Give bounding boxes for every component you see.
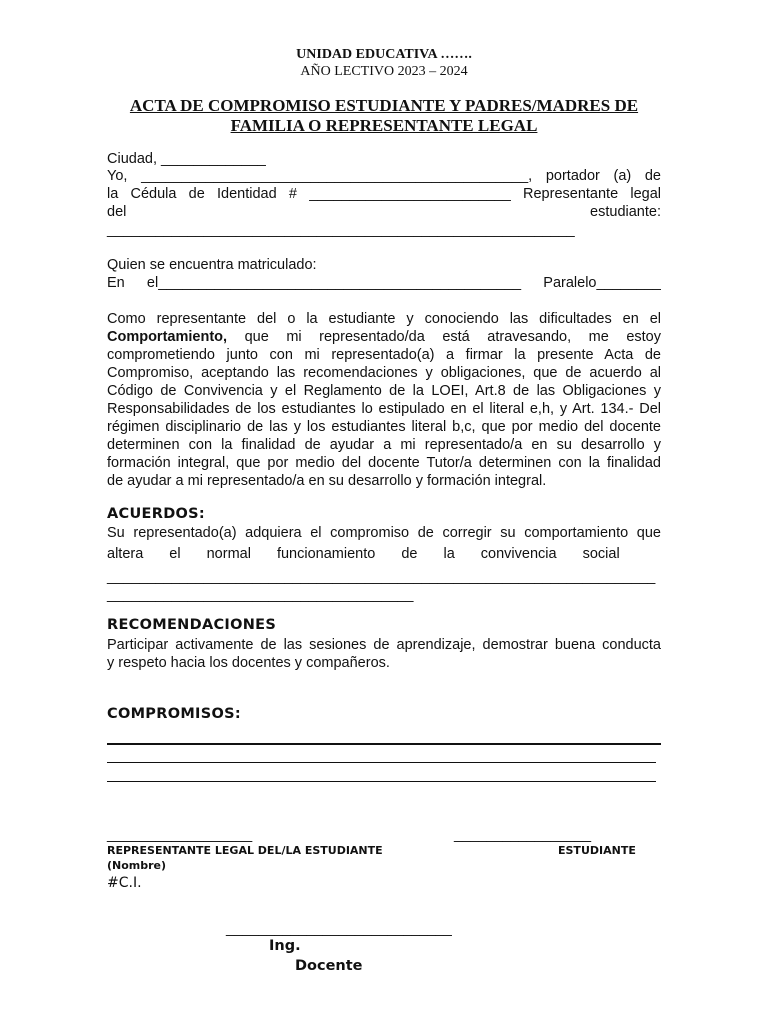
yo-field: Yo, ________________________________________________, portador (a) de bbox=[107, 168, 661, 184]
acuerdos-heading: ACUERDOS: bbox=[107, 506, 206, 522]
commitment-paragraph bbox=[107, 310, 661, 490]
recomendaciones-line: Participar activamente de las sesiones de aprendizaje, demostrar buena conducta bbox=[107, 637, 661, 653]
recomendaciones-heading: RECOMENDACIONES bbox=[107, 617, 277, 633]
del-label: del bbox=[107, 204, 127, 220]
compromisos-line bbox=[107, 781, 656, 782]
document-title-line-2: FAMILIA O REPRESENTANTE LEGAL bbox=[230, 116, 538, 135]
cedula-field: la Cédula de Identidad # _________________________ Representante legal bbox=[107, 186, 661, 202]
representative-signature-line: __________________ bbox=[107, 827, 253, 843]
paragraph-line: Código de Convivencia y el Reglamento de la LOEI, Art.8 de las Obligaciones y bbox=[107, 383, 661, 399]
paragraph-line: de ayudar a mi representado/a en su desarrollo y formación integral. bbox=[107, 473, 547, 489]
paragraph-line: Compromiso, aceptando las recomendaciones y obligaciones, que de acuerdo al bbox=[107, 365, 661, 381]
nombre-label: (Nombre) bbox=[107, 859, 167, 872]
school-name: UNIDAD EDUCATIVA ……. bbox=[296, 47, 472, 62]
compromisos-line bbox=[107, 762, 656, 763]
teacher-signature-line: ____________________________ bbox=[226, 921, 452, 937]
docente-label: Docente bbox=[295, 958, 363, 974]
paragraph-line: Responsabilidades de los estudiantes lo estipulado en el literal e,h, y Art. 134.- Del bbox=[107, 401, 661, 417]
school-year: AÑO LECTIVO 2023 – 2024 bbox=[300, 64, 468, 79]
representative-label: REPRESENTANTE LEGAL DEL/LA ESTUDIANTE bbox=[107, 844, 383, 857]
paragraph-line bbox=[107, 328, 661, 346]
student-label: ESTUDIANTE bbox=[558, 844, 636, 857]
acuerdos-line: altera el normal funcionamiento de la convivencia social bbox=[107, 546, 620, 562]
compromisos-heading: COMPROMISOS: bbox=[107, 706, 241, 722]
comportamiento-bold: Comportamiento, bbox=[107, 329, 228, 345]
paragraph-line: comprometiendo junto con mi representado(a) a firmar la presente Acta de bbox=[107, 347, 661, 363]
ci-label: #C.I. bbox=[107, 875, 142, 891]
estudiante-label: estudiante: bbox=[590, 204, 661, 220]
document-title-line-1: ACTA DE COMPROMISO ESTUDIANTE Y PADRES/MADRES DE bbox=[129, 96, 639, 115]
acuerdos-line: Su representado(a) adquiera el compromiso de corregir su comportamiento que bbox=[107, 525, 661, 541]
acuerdos-blank-line: ____________________________________________________________________ bbox=[107, 569, 656, 585]
paragraph-line-rest: que mi representado/da está atravesando, me estoy bbox=[227, 329, 661, 345]
student-signature-line: _________________ bbox=[454, 827, 592, 843]
student-name-line: __________________________________________________________ bbox=[107, 222, 575, 238]
recomendaciones-line: y respeto hacia los docentes y compañeros. bbox=[107, 655, 390, 671]
compromisos-line bbox=[107, 743, 661, 745]
paragraph-line: determinen con la finalidad de ayudar a mi representado/a en su desarrollo y bbox=[107, 437, 661, 453]
matriculado-label: Quien se encuentra matriculado: bbox=[107, 257, 317, 273]
acuerdos-blank-line: ______________________________________ bbox=[107, 587, 414, 603]
ciudad-field: Ciudad, _____________ bbox=[107, 151, 266, 167]
paragraph-line: formación integral, que por medio del docente Tutor/a determinen con la finalidad bbox=[107, 455, 661, 471]
paragraph-line: régimen disciplinario de las y los estudiantes literal b,c, que por medio del docente bbox=[107, 419, 661, 435]
ing-label: Ing. bbox=[269, 938, 301, 954]
curso-paralelo-field: En el_____________________________________________ Paralelo________ bbox=[107, 275, 661, 291]
paragraph-line: Como representante del o la estudiante y conociendo las dificultades en el bbox=[107, 311, 661, 327]
